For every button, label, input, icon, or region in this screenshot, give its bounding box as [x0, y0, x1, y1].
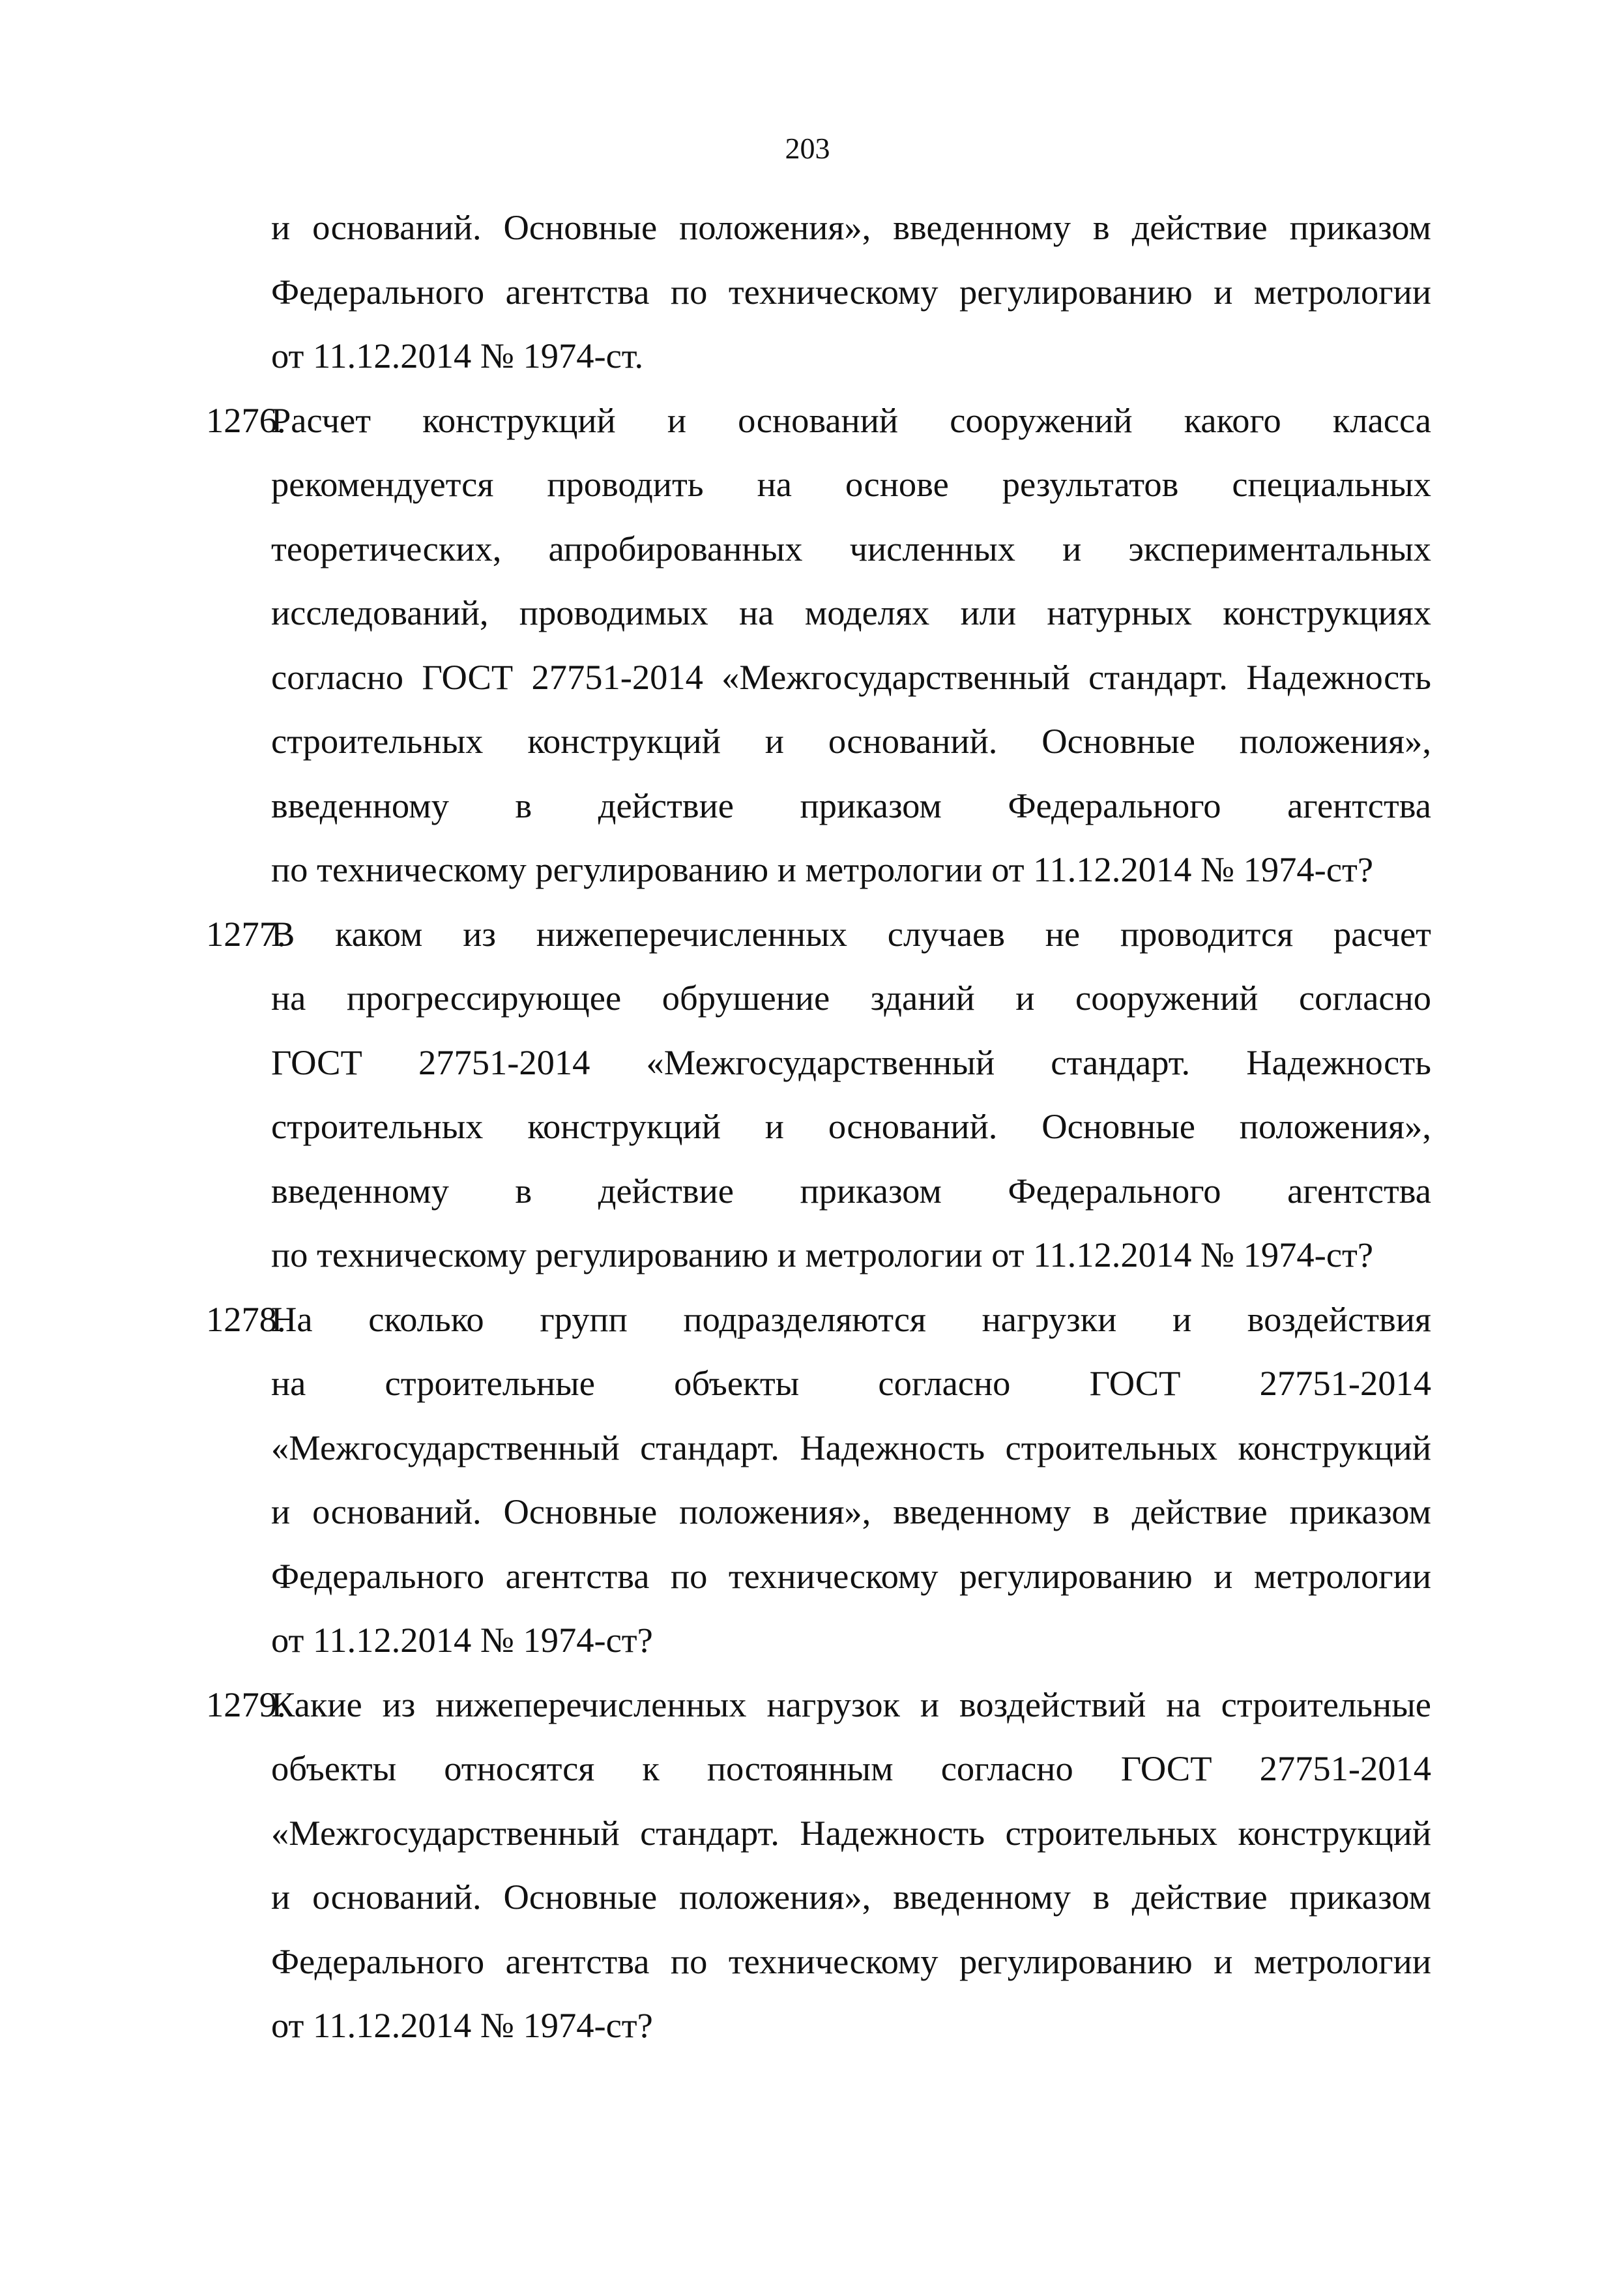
question-line: ГОСТ 27751-2014 «Межгосударственный стандарт. Надежность [271, 1042, 1431, 1082]
question-line: На сколько групп подразделяются нагрузки и воздействия [271, 1299, 1431, 1339]
question-line: исследований, проводимых на моделях или натурных конструкциях [271, 593, 1431, 632]
question-line: объекты относятся к постоянным согласно ГОСТ 27751-2014 [271, 1748, 1431, 1788]
question-line: по техническому регулированию и метрологии от 11.12.2014 № 1974-ст? [271, 1235, 1374, 1274]
question-line: и оснований. Основные положения», введенному в действие приказом [271, 1877, 1431, 1917]
intro-line: Федерального агентства по техническому регулированию и метрологии [271, 271, 1431, 312]
question-line: от 11.12.2014 № 1974-ст? [271, 1620, 653, 1660]
question-line: «Межгосударственный стандарт. Надежность строительных конструкций [271, 1812, 1431, 1853]
question-line: на строительные объекты согласно ГОСТ 27751-2014 [271, 1363, 1431, 1403]
question-line: рекомендуется проводить на основе результатов специальных [271, 464, 1431, 504]
intro-line: и оснований. Основные положения», введенному в действие приказом [271, 207, 1431, 247]
question-line: В каком из нижеперечисленных случаев не проводится расчет [271, 913, 1431, 954]
question-line: введенному в действие приказом Федерального агентства [271, 1170, 1431, 1211]
question-1279 [206, 1673, 1431, 2058]
question-1276 [206, 389, 1431, 902]
question-number: 1277. [206, 913, 286, 954]
question-line: введенному в действие приказом Федерального агентства [271, 785, 1431, 825]
question-number: 1276. [206, 400, 286, 440]
question-line: согласно ГОСТ 27751-2014 «Межгосударственный стандарт. Надежность [271, 656, 1431, 697]
intro-paragraph [271, 196, 1431, 389]
question-1277 [206, 902, 1431, 1288]
question-line: теоретических, апробированных численных и экспериментальных [271, 528, 1431, 568]
question-line: «Межгосударственный стандарт. Надежность строительных конструкций [271, 1427, 1431, 1467]
page-number: 203 [785, 132, 830, 165]
question-line: Расчет конструкций и оснований сооружений какого класса [271, 400, 1431, 440]
question-line: строительных конструкций и оснований. Основные положения», [271, 721, 1431, 761]
question-line: строительных конструкций и оснований. Основные положения», [271, 1106, 1431, 1146]
intro-line: от 11.12.2014 № 1974-ст. [271, 336, 644, 375]
question-line: Федерального агентства по техническому регулированию и метрологии [271, 1941, 1431, 1981]
question-number: 1278. [206, 1299, 286, 1339]
question-line: и оснований. Основные положения», введенному в действие приказом [271, 1492, 1431, 1531]
document-body [206, 196, 1431, 2058]
question-line: по техническому регулированию и метрологии от 11.12.2014 № 1974-ст? [271, 849, 1374, 889]
question-1278 [206, 1288, 1431, 1673]
question-line: на прогрессирующее обрушение зданий и сооружений согласно [271, 978, 1431, 1018]
question-number: 1279. [206, 1684, 286, 1724]
question-line: Федерального агентства по техническому регулированию и метрологии [271, 1555, 1431, 1596]
question-line: Какие из нижеперечисленных нагрузок и воздействий на строительные [271, 1684, 1431, 1724]
question-line: от 11.12.2014 № 1974-ст? [271, 2005, 653, 2045]
